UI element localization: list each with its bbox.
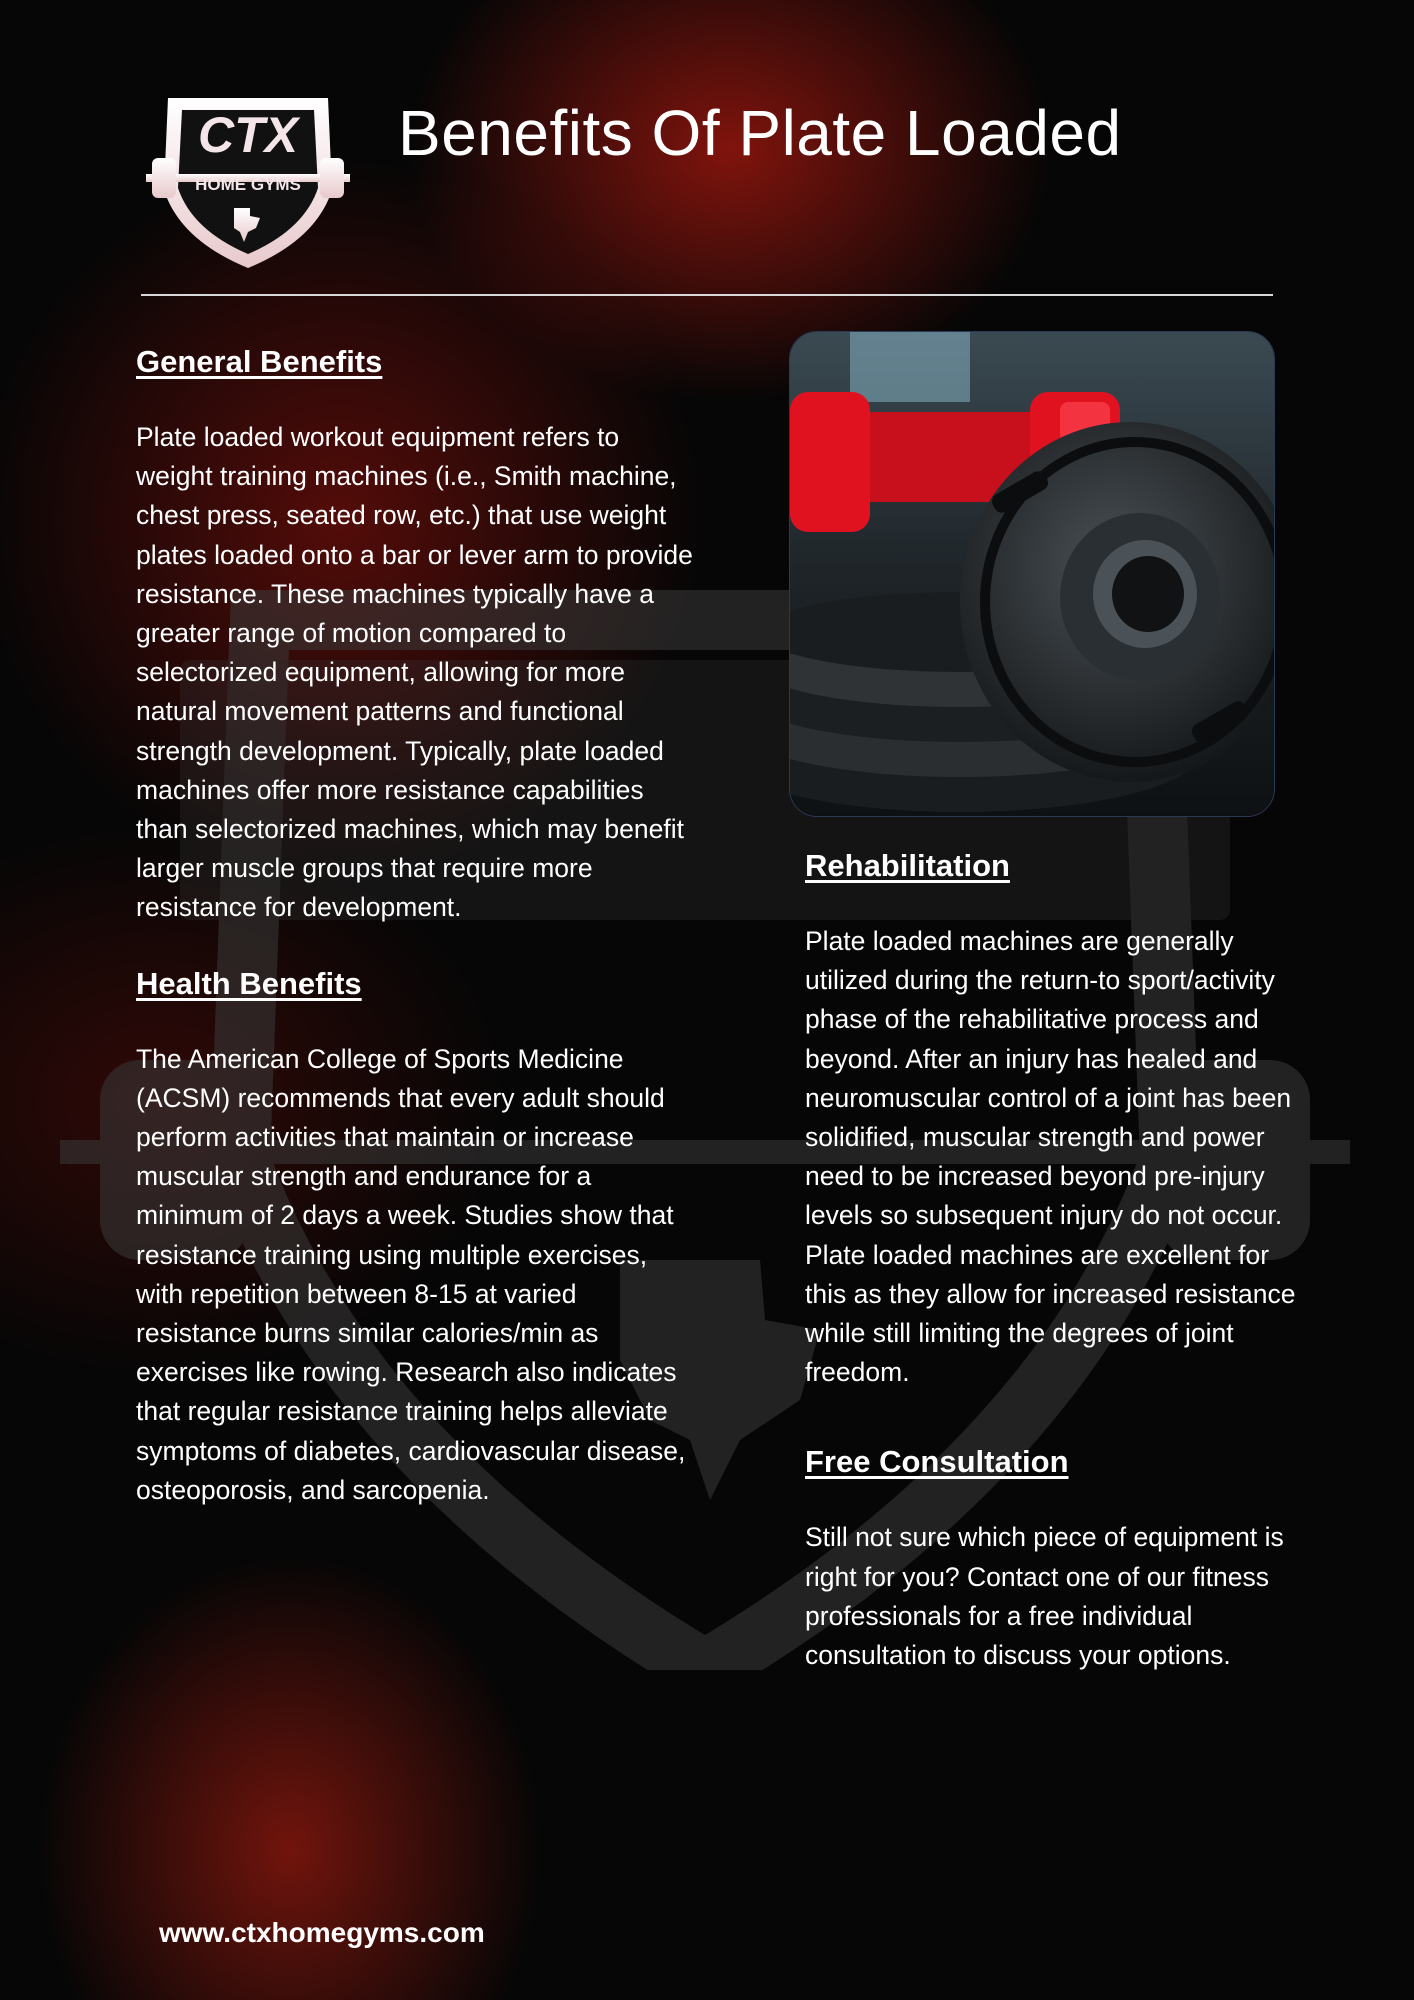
- header-divider: [141, 294, 1273, 296]
- general-benefits-body: Plate loaded workout equipment refers to weight training machines (i.e., Smith machine, chest press, seated row, etc.) that use weight plates loaded onto a bar or lever arm to provide resistance. These machines typically have a greater range of motion compared to selectorized equipment, allowing for more natural movement patterns and functional strength development. Typically, plate loaded machines offer more resistance capabilities than selectorized machines, which may benefit larger muscle groups that require more resistance for development.: [136, 422, 693, 923]
- general-benefits-heading: General Benefits: [136, 344, 383, 379]
- website-link[interactable]: www.ctxhomegyms.com: [159, 1917, 485, 1948]
- left-column: [136, 342, 696, 1510]
- free-consultation-body: Still not sure which piece of equipment is right for you? Contact one of our fitness professionals for a free individual consultation to discuss your options.: [805, 1522, 1284, 1671]
- free-consultation-section: [805, 1442, 1305, 1675]
- free-consultation-heading: Free Consultation: [805, 1444, 1069, 1480]
- health-benefits-section: [136, 964, 696, 1510]
- logo-text-ctx: CTX: [198, 107, 298, 163]
- right-column: [805, 846, 1305, 1675]
- weight-plates-photo: [789, 331, 1275, 817]
- logo-text-home-gyms: HOME GYMS: [195, 175, 301, 194]
- general-benefits-section: [136, 342, 696, 928]
- page-title: Benefits Of Plate Loaded: [398, 97, 1122, 169]
- ctx-logo: [146, 90, 350, 270]
- rehabilitation-heading: Rehabilitation: [805, 848, 1010, 883]
- health-benefits-body: The American College of Sports Medicine (ACSM) recommends that every adult should perform activities that maintain or increase muscular strength and endurance for a minimum of 2 days a week. Studies show that resistance training using multiple exercises, with repetition between 8-15 at varied resistance burns similar calories/min as exercises like rowing. Research also indicates that regular resistance training helps alleviate symptoms of diabetes, cardiovascular disease, osteoporosis, and sarcopenia.: [136, 1043, 686, 1505]
- health-benefits-heading: Health Benefits: [136, 965, 362, 1001]
- rehabilitation-body: Plate loaded machines are generally utilized during the return-to sport/activity phase of the rehabilitative process and beyond. After an injury has healed and neuromuscular control of a joint has been solidified, muscular strength and power need to be increased beyond pre-injury levels so subsequent injury do not occur. Plate loaded machines are excellent for this as they allow for increased resistance while still limiting the degrees of joint freedom.: [805, 926, 1296, 1388]
- rehabilitation-section: [805, 846, 1305, 1392]
